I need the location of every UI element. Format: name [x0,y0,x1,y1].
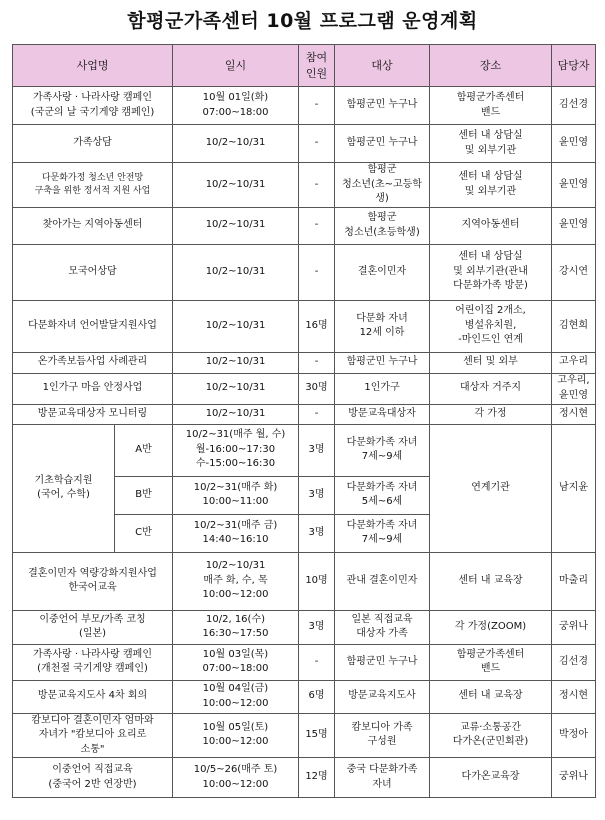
class-cell: A반 [115,424,173,476]
participants-cell: - [299,352,335,373]
date-cell: 10/2~10/31 [173,244,299,300]
date-cell: 10월 05일(토) 10:00~12:00 [173,713,299,758]
date-cell: 10/2, 16(수) 16:30~17:50 [173,610,299,644]
table-row [13,713,596,758]
manager-cell: 윤민영 [552,163,596,208]
place-cell: 다가온교육장 [430,758,552,798]
manager-cell: 고우리 [552,352,596,373]
program-cell: 이중언어 직접교육 (중국어 2반 연장반) [13,758,173,798]
participants-cell: - [299,207,335,244]
class-cell: B반 [115,476,173,514]
program-cell: 찾아가는 지역아동센터 [13,207,173,244]
participants-cell: 3명 [299,476,335,514]
place-cell: 어린이집 2개소, 병설유치원, -마인드인 연계 [430,300,552,352]
table-row [13,373,596,404]
target-cell: 다문화가족 자녀 7세~9세 [335,424,430,476]
participants-cell: - [299,125,335,163]
program-cell: 다문화가정 청소년 안전망 구축을 위한 정서적 지원 사업 [13,163,173,208]
place-cell: 지역아동센터 [430,207,552,244]
place-cell: 센터 내 상담실 및 외부기관 [430,163,552,208]
manager-cell: 김현희 [552,300,596,352]
header-target: 대상 [335,45,430,87]
table-row [13,758,596,798]
program-cell: 기초학습지원 (국어, 수학) [13,424,115,552]
table-row [13,300,596,352]
manager-cell: 정시현 [552,404,596,424]
program-cell: 결혼이민자 역량강화지원사업 한국어교육 [13,552,173,610]
target-cell: 함평군민 누구나 [335,644,430,680]
place-cell: 함평군가족센터 밴드 [430,87,552,125]
table-row [13,610,596,644]
target-cell: 일본 직접교육 대상자 가족 [335,610,430,644]
target-cell: 다문화 자녀 12세 이하 [335,300,430,352]
participants-cell: 3명 [299,424,335,476]
date-cell: 10월 03일(목) 07:00~18:00 [173,644,299,680]
manager-cell: 고우리, 윤민영 [552,373,596,404]
table-row [13,404,596,424]
table-row [13,552,596,610]
participants-cell: 10명 [299,552,335,610]
date-cell: 10/2~10/31 [173,404,299,424]
table-row [13,644,596,680]
program-cell: 가족사랑 · 나라사랑 캠페인 (국군의 날 국기게양 캠페인) [13,87,173,125]
participants-cell: - [299,404,335,424]
target-cell: 함평군민 누구나 [335,125,430,163]
program-cell: 방문교육대상자 모니터링 [13,404,173,424]
place-cell: 센터 내 교육장 [430,552,552,610]
class-cell: C반 [115,514,173,552]
target-cell: 1인가구 [335,373,430,404]
manager-cell: 남지윤 [552,424,596,552]
table-row [13,352,596,373]
program-cell: 캄보디아 결혼이민자 엄마와 자녀가 "캄보디아 요리로 소통" [13,713,173,758]
date-cell: 10/2~31(매주 월, 수) 월-16:00~17:30 수-15:00~16:30 [173,424,299,476]
manager-cell: 강시연 [552,244,596,300]
participants-cell: - [299,87,335,125]
date-cell: 10/2~10/31 매주 화, 수, 목 10:00~12:00 [173,552,299,610]
date-cell: 10/2~10/31 [173,373,299,404]
participants-cell: - [299,244,335,300]
place-cell: 연계기관 [430,424,552,552]
target-cell: 함평군 청소년(초~고등학생) [335,163,430,208]
participants-cell: 16명 [299,300,335,352]
table-header-row [13,45,596,87]
manager-cell: 김선경 [552,644,596,680]
program-cell: 1인가구 마음 안정사업 [13,373,173,404]
manager-cell: 정시현 [552,680,596,713]
date-cell: 10/2~31(매주 화) 10:00~11:00 [173,476,299,514]
target-cell: 방문교육대상자 [335,404,430,424]
table-row [13,125,596,163]
place-cell: 센터 내 상담실 및 외부기관 [430,125,552,163]
date-cell: 10/5~26(매주 토) 10:00~12:00 [173,758,299,798]
manager-cell: 박정아 [552,713,596,758]
date-cell: 10월 04일(금) 10:00~12:00 [173,680,299,713]
program-cell: 방문교육지도사 4차 회의 [13,680,173,713]
target-cell: 다문화가족 자녀 5세~6세 [335,476,430,514]
program-cell: 이중언어 부모/가족 코칭 (일본) [13,610,173,644]
participants-cell: - [299,163,335,208]
page-title: 함평군가족센터 10월 프로그램 운영계획 [127,10,478,32]
target-cell: 방문교육지도사 [335,680,430,713]
program-cell: 온가족보듬사업 사례관리 [13,352,173,373]
date-cell: 10월 01일(화) 07:00~18:00 [173,87,299,125]
manager-cell: 윤민영 [552,207,596,244]
place-cell: 센터 및 외부 [430,352,552,373]
program-cell: 모국어상담 [13,244,173,300]
target-cell: 결혼이민자 [335,244,430,300]
date-cell: 10/2~31(매주 금) 14:40~16:10 [173,514,299,552]
table-row [13,680,596,713]
manager-cell: 마출리 [552,552,596,610]
target-cell: 다문화가족 자녀 7세~9세 [335,514,430,552]
header-participants: 참여 인원 [299,45,335,87]
participants-cell: 3명 [299,514,335,552]
target-cell: 관내 결혼이민자 [335,552,430,610]
manager-cell: 궁위나 [552,758,596,798]
participants-cell: - [299,644,335,680]
target-cell: 함평군민 누구나 [335,87,430,125]
date-cell: 10/2~10/31 [173,207,299,244]
place-cell: 대상자 거주지 [430,373,552,404]
target-cell: 함평군민 누구나 [335,352,430,373]
manager-cell: 윤민영 [552,125,596,163]
participants-cell: 15명 [299,713,335,758]
table-row [13,424,596,476]
header-date: 일시 [173,45,299,87]
header-place: 장소 [430,45,552,87]
program-cell: 가족상담 [13,125,173,163]
participants-cell: 3명 [299,610,335,644]
place-cell: 함평군가족센터 밴드 [430,644,552,680]
place-cell: 센터 내 교육장 [430,680,552,713]
target-cell: 함평군 청소년(초등학생) [335,207,430,244]
target-cell: 캄보디아 가족 구성원 [335,713,430,758]
participants-cell: 12명 [299,758,335,798]
program-schedule-table [12,44,596,798]
date-cell: 10/2~10/31 [173,163,299,208]
date-cell: 10/2~10/31 [173,300,299,352]
place-cell: 각 가정 [430,404,552,424]
table-row [13,87,596,125]
participants-cell: 30명 [299,373,335,404]
table-row [13,207,596,244]
date-cell: 10/2~10/31 [173,352,299,373]
place-cell: 교류·소통공간 다가온(군민회관) [430,713,552,758]
place-cell: 각 가정(ZOOM) [430,610,552,644]
program-cell: 가족사랑 · 나라사랑 캠페인 (개천절 국기게양 캠페인) [13,644,173,680]
date-cell: 10/2~10/31 [173,125,299,163]
participants-cell: 6명 [299,680,335,713]
table-row [13,163,596,208]
header-manager: 담당자 [552,45,596,87]
place-cell: 센터 내 상담실 및 외부기관(관내 다문화가족 방문) [430,244,552,300]
target-cell: 중국 다문화가족 자녀 [335,758,430,798]
table-row [13,244,596,300]
program-cell: 다문화자녀 언어발달지원사업 [13,300,173,352]
manager-cell: 궁위나 [552,610,596,644]
manager-cell: 김선경 [552,87,596,125]
header-program: 사업명 [13,45,173,87]
